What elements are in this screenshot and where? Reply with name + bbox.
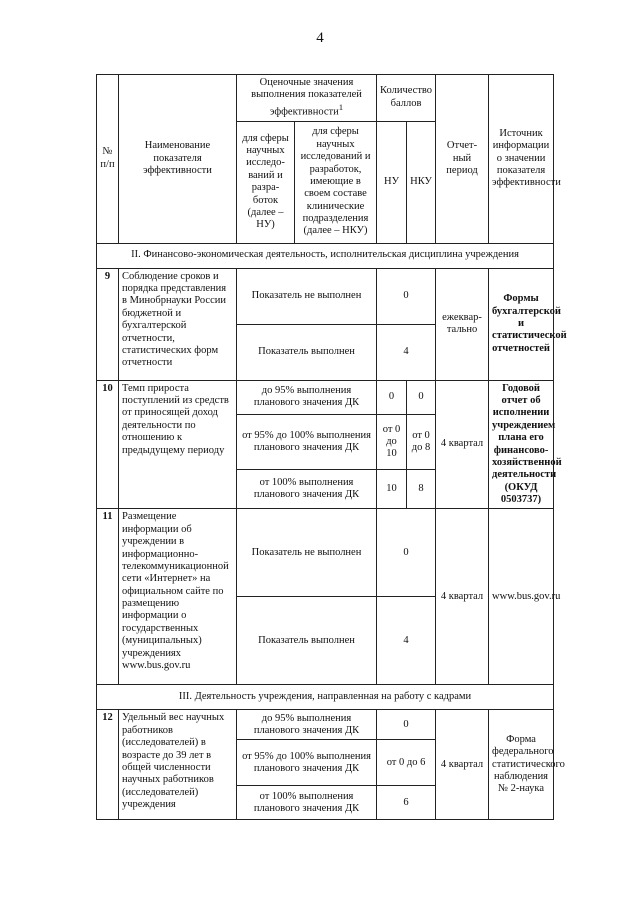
score: 0 — [377, 268, 436, 324]
row-number: 9 — [97, 268, 119, 380]
page-number: 4 — [316, 30, 324, 46]
footnote-mark: 1 — [338, 101, 344, 112]
condition: Показатель не выполнен — [237, 268, 377, 324]
condition: от 95% до 100% выполнения планового значения ДК — [237, 740, 377, 786]
condition: до 95% выполнения планового значения ДК — [237, 380, 377, 414]
score: от 0 до 6 — [377, 740, 436, 786]
report-period: 4 квартал — [436, 710, 489, 820]
score-nu: 10 — [377, 470, 407, 509]
score-nku: 8 — [407, 470, 436, 509]
section-title: III. Деятельность учреждения, направленная на работу с кадрами — [97, 685, 554, 710]
row-number: 11 — [97, 509, 119, 685]
score-nu: от 0 до 10 — [377, 415, 407, 470]
condition: до 95% выполнения планового значения ДК — [237, 710, 377, 740]
condition: Показатель выполнен — [237, 324, 377, 380]
score: 4 — [377, 324, 436, 380]
score: 4 — [377, 597, 436, 685]
header-source: Источник информации о значении показателя эффективности — [489, 75, 554, 244]
indicator-name: Удельный вес научных работников (исследователей) в возрасте до 39 лет в общей численности научных работников (исследователей) учреждения — [119, 710, 237, 820]
score-nku: 0 — [407, 380, 436, 414]
info-source: www.bus.gov.ru — [489, 509, 554, 685]
efficiency-table — [96, 74, 567, 820]
condition: Показатель выполнен — [237, 597, 377, 685]
info-source: Годовой отчет об исполнении учреждением плана его финансово-хозяйственной деятельности (ОКУД 0503737) — [489, 380, 554, 509]
header-eval — [237, 75, 377, 122]
header-score: Количество баллов — [377, 75, 436, 122]
score: 0 — [377, 710, 436, 740]
score-nu: 0 — [377, 380, 407, 414]
report-period: 4 квартал — [436, 509, 489, 685]
header-eval-nku: для сферы научных исследований и разработок, имеющие в своем составе клинические подразделения (далее – НКУ) — [295, 121, 377, 243]
report-period: ежеквар-тально — [436, 268, 489, 380]
header-num: № п/п — [97, 75, 119, 244]
report-period: 4 квартал — [436, 380, 489, 509]
indicator-name: Размещение информации об учреждении в информационно-телекоммуникационной сети «Интернет» на официальном сайте по размещению информации о государственных (муниципальных) учреждениях www.bus.gov.ru — [119, 509, 237, 685]
info-source: Формы бухгалтерской и статистической отчетностей — [489, 268, 554, 380]
condition: от 100% выполнения планового значения ДК — [237, 470, 377, 509]
section-title: II. Финансово-экономическая деятельность, исполнительская дисциплина учреждения — [97, 243, 554, 268]
row-number: 12 — [97, 710, 119, 820]
row-number: 10 — [97, 380, 119, 509]
condition: от 100% выполнения планового значения ДК — [237, 786, 377, 820]
header-nku: НКУ — [407, 121, 436, 243]
indicator-name: Темп прироста поступлений из средств от приносящей доход деятельности по отношению к предыдущему периоду — [119, 380, 237, 509]
condition: от 95% до 100% выполнения планового значения ДК — [237, 415, 377, 470]
info-source: Форма федерального статистического наблюдения № 2-наука — [489, 710, 554, 820]
indicator-name: Соблюдение сроков и порядка представления в Минобрнауки России бюджетной и бухгалтерской отчетности, статистических форм отчетности — [119, 268, 237, 380]
score: 0 — [377, 509, 436, 597]
condition: Показатель не выполнен — [237, 509, 377, 597]
header-eval-title: Оценочные значения выполнения показателей эффективности — [251, 77, 362, 118]
header-eval-nu: для сферы научных исследо-ваний и разра-боток (далее – НУ) — [237, 121, 295, 243]
header-period: Отчет-ный период — [436, 75, 489, 244]
score: 6 — [377, 786, 436, 820]
header-nu: НУ — [377, 121, 407, 243]
score-nku: от 0 до 8 — [407, 415, 436, 470]
header-name: Наименование показателя эффективности — [119, 75, 237, 244]
